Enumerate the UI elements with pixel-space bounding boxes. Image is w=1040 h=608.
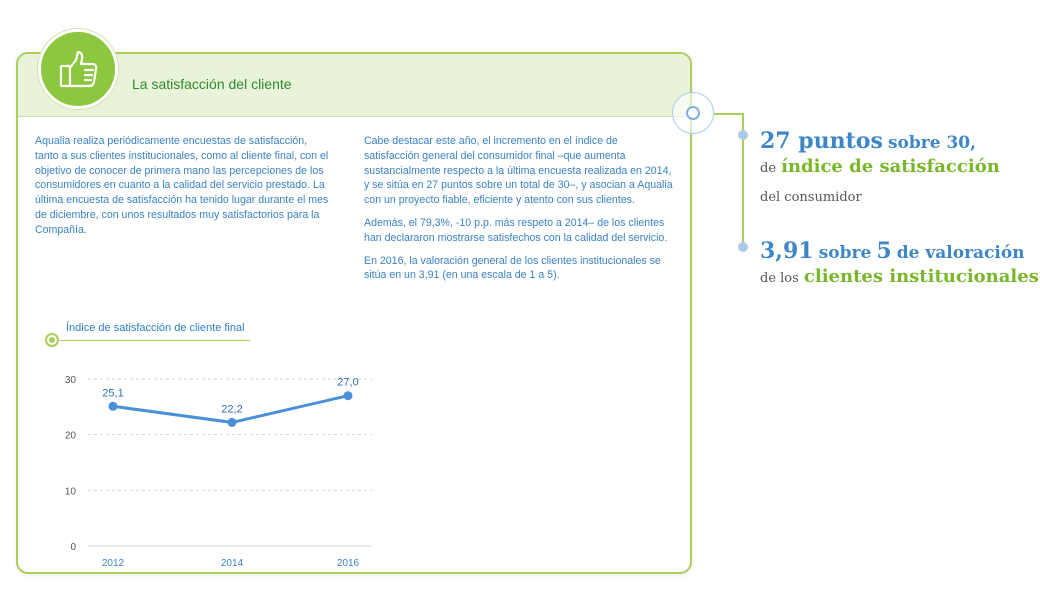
- stat-2-value: 3,91: [760, 238, 814, 264]
- data-point: [109, 402, 118, 411]
- y-tick-label: 0: [70, 542, 76, 553]
- card-title: La satisfacción del cliente: [132, 76, 292, 92]
- data-label: 27,0: [337, 376, 359, 389]
- intro-paragraph: Aqualia realiza periódicamente encuestas de satisfacción, tanto a sus clientes institucionales, como al cliente final, con el objetivo de conocer de primera mano las percepciones de los consumidores en cuanto a la calidad del servicio prestado. La última encuesta de satisfacción ha tenido lugar durante el mes de diciembre, con unos resultados muy satisfactorios para la Compañía.: [35, 135, 329, 236]
- connector-circle: [672, 92, 714, 134]
- stat-2-middle: sobre: [818, 243, 872, 263]
- stat-2-bullet-icon: [738, 242, 748, 252]
- stat-1-value: 27 puntos: [760, 128, 883, 154]
- connector-inner-dot: [686, 106, 700, 120]
- stat-1-line-3: [760, 186, 862, 205]
- stat-1-line-3-text: del consumidor: [760, 190, 862, 205]
- data-label: 22,2: [221, 403, 243, 416]
- data-label: 25,1: [102, 387, 124, 400]
- x-tick-label: 2012: [101, 558, 125, 569]
- y-tick-label: 30: [64, 375, 76, 386]
- detail-paragraph-1: Cabe destacar este año, el incremento en el índice de satisfacción general del consumidor final –que aumenta sustancialmente respecto a la última encuesta realizada en 2014, y se sitúa en 27 puntos sobre un total de 30–, y asocian a Aqualia con un proyecto fiable, eficiente y atento con sus clientes.: [364, 135, 673, 207]
- stat-1-highlight: índice de satisfacción: [781, 156, 1000, 177]
- y-tick-label: 10: [64, 486, 76, 498]
- connector-horizontal-line: [714, 113, 742, 115]
- detail-paragraph-3: En 2016, la valoración general de los clientes institucionales se sitúa en un 3,91 (en una escala de 1 a 5).: [364, 254, 661, 282]
- y-tick-labels: [65, 375, 77, 553]
- y-tick-label: 20: [64, 430, 76, 442]
- stat-2-line-1: [760, 238, 1025, 264]
- stat-1-line-1: [760, 128, 976, 154]
- x-tick-labels: [102, 558, 360, 569]
- stat-2-suffix: de valoración: [896, 243, 1025, 263]
- stat-2-highlight: clientes institucionales: [803, 266, 1039, 287]
- detail-paragraph-2: Además, el 79,3%, -10 p.p. más respeto a 2014– de los clientes han declararon mostrarse satisfechos con la calidad del servicio.: [364, 216, 668, 244]
- x-tick-label: 2016: [336, 558, 360, 569]
- chart-title: Índice de satisfacción de cliente final: [66, 322, 245, 334]
- stat-2-line-2: [760, 266, 1039, 287]
- data-point: [344, 391, 353, 400]
- stat-1-line-2: [760, 156, 1000, 177]
- stat-1-prefix: de: [760, 161, 777, 176]
- stat-2-prefix: de los: [760, 271, 799, 286]
- stat-1-bullet-icon: [738, 130, 748, 140]
- stat-2-value-2: 5: [876, 238, 892, 264]
- data-point: [228, 418, 237, 427]
- x-tick-label: 2014: [220, 558, 244, 569]
- stat-1-suffix: sobre 30,: [887, 133, 977, 153]
